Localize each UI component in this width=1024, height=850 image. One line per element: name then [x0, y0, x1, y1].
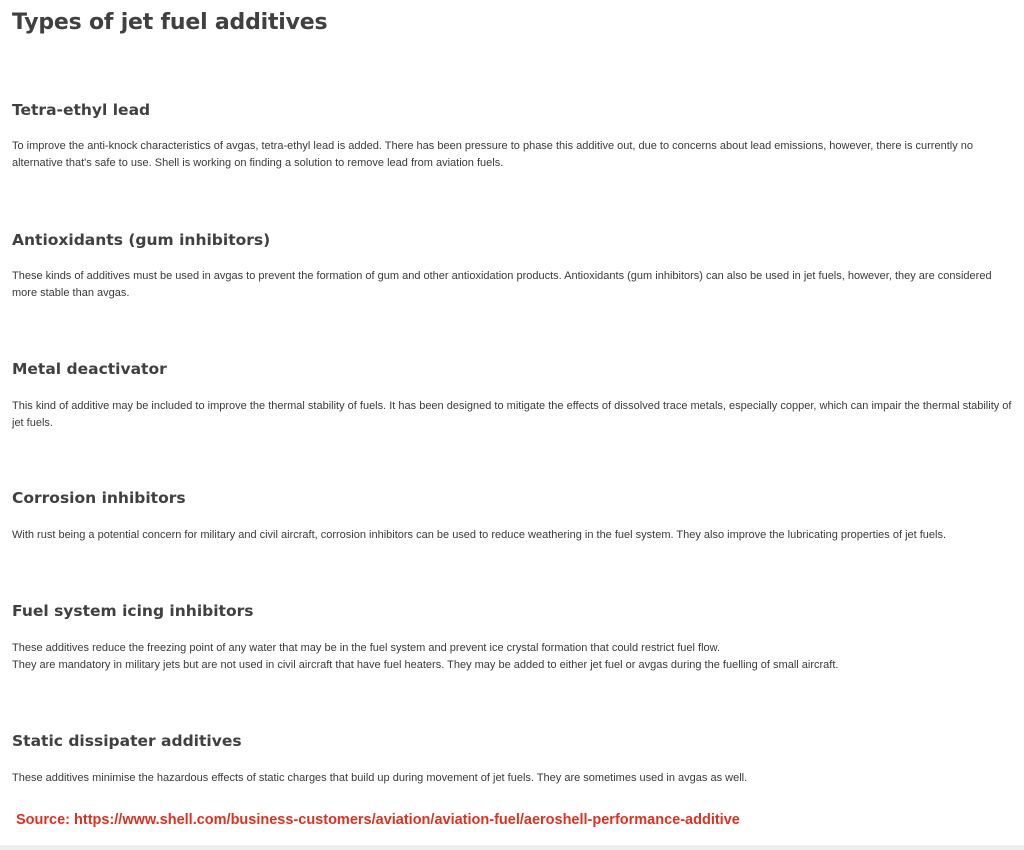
section-metal-deactivator — [12, 359, 1012, 429]
section-heading: Fuel system icing inhibitors — [12, 602, 254, 620]
section-paragraph: With rust being a potential concern for military and civil aircraft, corrosion inhibitors can be used to reduce weathering in the fuel system. They also improve the lubricating properties of jet fuels. — [12, 529, 947, 541]
section-paragraph: They are mandatory in military jets but are not used in civil aircraft that have fuel heaters. They may be added to either jet fuel or avgas during the fuelling of small aircraft. — [12, 659, 839, 671]
section-paragraph: To improve the anti-knock characteristics of avgas, tetra-ethyl lead is added. There has been pressure to phase this additive out, due to concerns about lead emissions, however, there is currently no alternative that's safe to use. Shell is working on finding a solution to remove lead from aviation fuels. — [12, 140, 973, 169]
section-heading: Metal deactivator — [12, 360, 167, 378]
section-fuel-system-icing-inhibitors — [12, 601, 1012, 671]
section-paragraph: This kind of additive may be included to improve the thermal stability of fuels. It has been designed to mitigate the effects of dissolved trace metals, especially copper, which can impair the thermal stability of jet fuels. — [12, 400, 1012, 429]
source-citation: Source: https://www.shell.com/business-customers/aviation/aviation-fuel/aeroshell-performance-additive — [16, 812, 740, 828]
section-corrosion-inhibitors — [12, 488, 1012, 541]
bottom-divider — [0, 845, 1024, 850]
section-heading: Antioxidants (gum inhibitors) — [12, 231, 271, 249]
section-paragraph: These additives minimise the hazardous effects of static charges that build up during movement of jet fuels. They are sometimes used in avgas as well. — [12, 772, 748, 784]
section-antioxidants — [12, 230, 1012, 299]
section-paragraph: These additives reduce the freezing point of any water that may be in the fuel system and prevent ice crystal formation that could restrict fuel flow. — [12, 642, 721, 654]
page-title: Types of jet fuel additives — [12, 10, 328, 35]
section-tetra-ethyl-lead — [12, 100, 1012, 169]
section-static-dissipater-additives — [12, 731, 1012, 784]
section-heading: Static dissipater additives — [12, 732, 242, 750]
section-heading: Tetra-ethyl lead — [12, 101, 151, 119]
section-heading: Corrosion inhibitors — [12, 489, 186, 507]
section-paragraph: These kinds of additives must be used in avgas to prevent the formation of gum and other antioxidation products. Antioxidants (gum inhibitors) can also be used in jet fuels, however, they are considered more stable than avgas. — [12, 270, 992, 299]
